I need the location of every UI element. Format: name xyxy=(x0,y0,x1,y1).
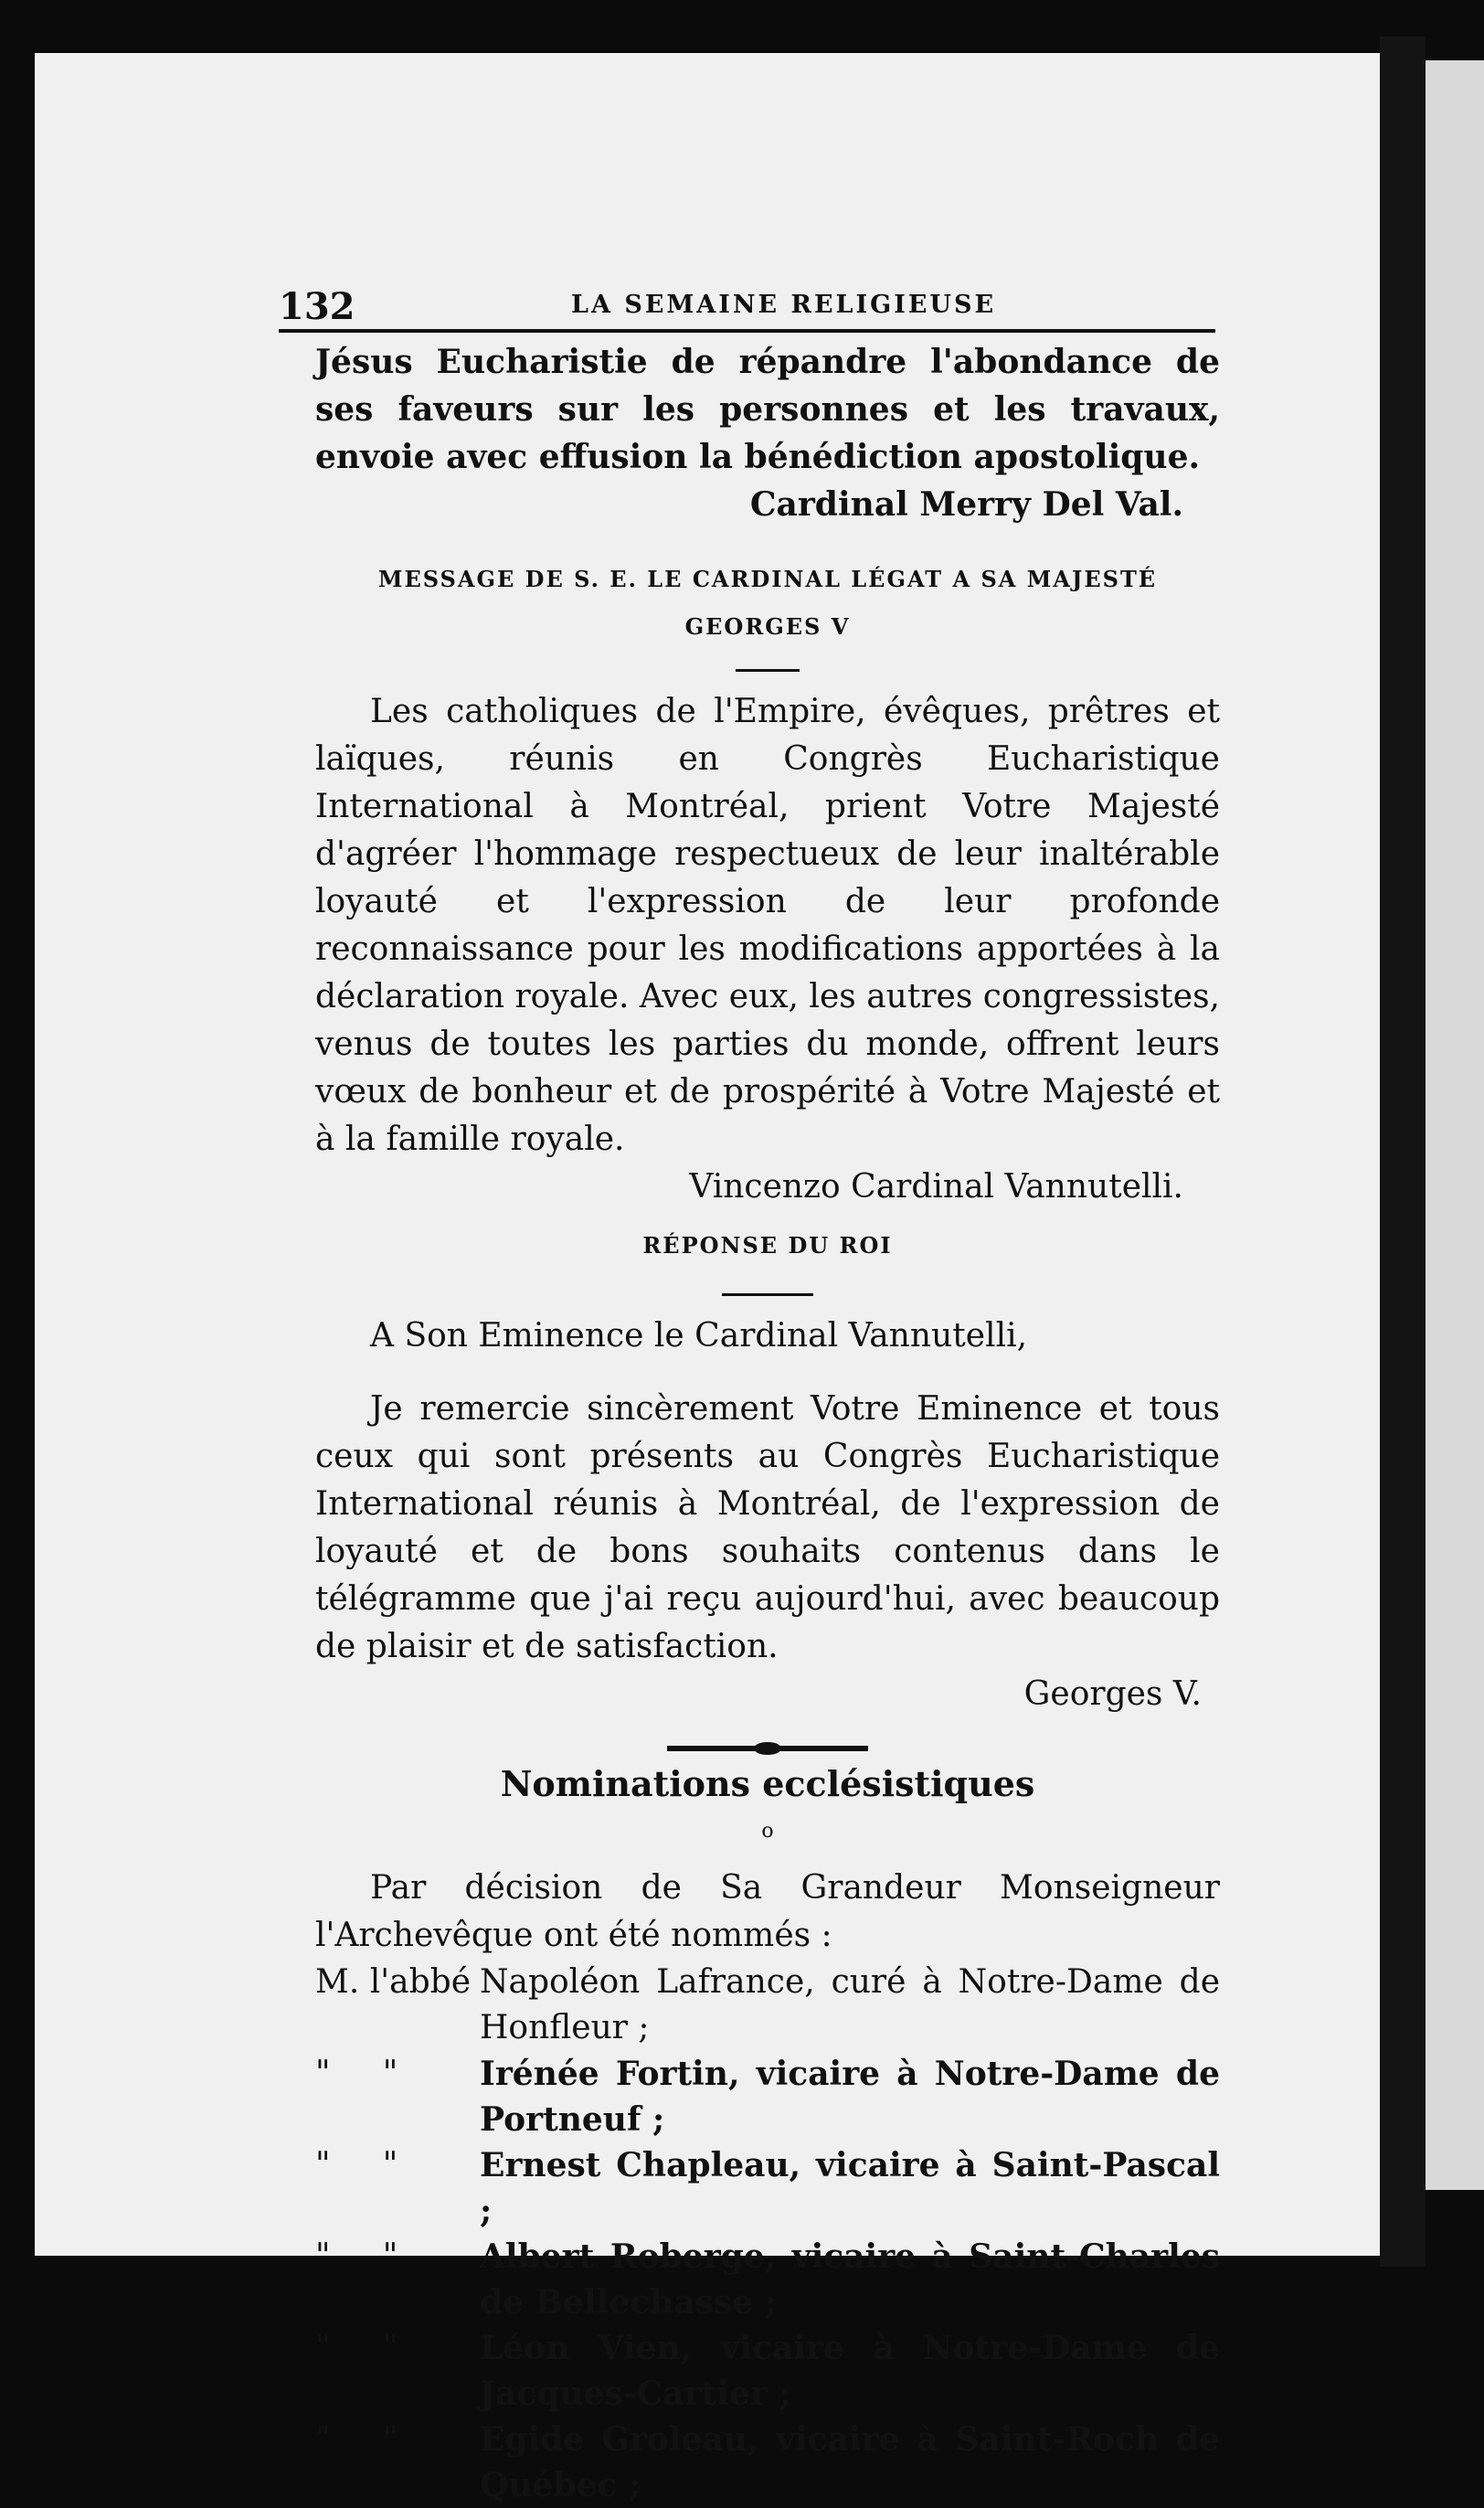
nomination-text: Léon Vien, vicaire à Notre-Dame de Jacques-Cartier ; xyxy=(480,2329,1220,2413)
header-rule xyxy=(279,329,1215,333)
heading-message: MESSAGE DE S. E. LE CARDINAL LÉGAT A SA MAJESTÉ GEORGES V xyxy=(377,566,1158,640)
nominations-list xyxy=(315,1960,1220,2508)
nomination-prefix: M. l'abbé xyxy=(315,1963,472,2001)
signature-georges: Georges V. xyxy=(1023,1675,1202,1713)
paragraph-reponse: Je remercie sincèrement Votre Eminence et tous ceux qui sont présents au Congrès Eucharistique International réunis à Montréal, de l'expression de loyauté et de bons souhaits contenus dans le télégramme que j'ai reçu aujourd'hui, avec beaucoup de plaisir et de satisfaction. xyxy=(315,1390,1220,1665)
salutation: A Son Eminence le Cardinal Vannutelli, xyxy=(370,1317,1028,1355)
nomination-prefix: " " xyxy=(315,2329,398,2366)
book-gutter xyxy=(1380,37,1426,2267)
signature-vannutelli: Vincenzo Cardinal Vannutelli. xyxy=(689,1168,1183,1206)
paragraph-nominations-intro: Par décision de Sa Grandeur Monseigneur l'Archevêque ont été nommés : xyxy=(315,1869,1220,1954)
facing-page-edge xyxy=(1426,60,1484,2190)
nomination-item xyxy=(315,1960,1220,2051)
nomination-text: Egide Groleau, vicaire à Saint-Roch de Québec ; xyxy=(480,2420,1220,2504)
nomination-prefix: " " xyxy=(315,2055,398,2092)
nomination-text: Ernest Chapleau, vicaire à Saint-Pascal ; xyxy=(480,2146,1220,2230)
nomination-item xyxy=(315,2234,1220,2325)
paragraph-message: Les catholiques de l'Empire, évêques, prêtres et laïques, réunis en Congrès Eucharistique International à Montréal, prient Votre Majesté d'agréer l'hommage respectueux de leur inaltérable loyauté et l'expression de leur profonde reconnaissance pour les modifications apportées à la déclaration royale. Avec eux, les autres congressistes, venus de toutes les parties du monde, offrent leurs vœux de bonheur et de prospérité à Votre Majesté et à la famille royale. xyxy=(315,693,1220,1158)
nomination-item xyxy=(315,2325,1220,2417)
signature-merry-del-val: Cardinal Merry Del Val. xyxy=(749,485,1183,524)
nomination-item xyxy=(315,2142,1220,2234)
section-title: Nominations ecclésistiques xyxy=(500,1763,1035,1804)
ornament-rule xyxy=(667,1746,868,1751)
nomination-text: Albert Roberge, vicaire à Saint-Charles de Bellechasse ; xyxy=(480,2237,1220,2322)
page-number: 132 xyxy=(279,285,355,328)
nomination-item xyxy=(315,2417,1220,2508)
page-header xyxy=(279,274,1215,329)
nomination-text: Irénée Fortin, vicaire à Notre-Dame de Portneuf ; xyxy=(480,2055,1220,2139)
nomination-text: Napoléon Lafrance, curé à Notre-Dame de Honfleur ; xyxy=(480,1963,1220,2046)
page-body xyxy=(315,338,1220,2508)
section-ornament: o xyxy=(761,1820,774,1843)
running-title: LA SEMAINE RELIGIEUSE xyxy=(571,291,997,319)
nomination-prefix: " " xyxy=(315,2237,398,2275)
nomination-prefix: " " xyxy=(315,2420,398,2458)
heading-reponse: RÉPONSE DU ROI xyxy=(642,1232,893,1259)
nomination-prefix: " " xyxy=(315,2146,398,2184)
nomination-item xyxy=(315,2051,1220,2142)
paragraph-benediction: Jésus Eucharistie de répandre l'abondance de ses faveurs sur les personnes et les travaux, envoie avec effusion la bénédiction apostolique. xyxy=(315,343,1220,476)
